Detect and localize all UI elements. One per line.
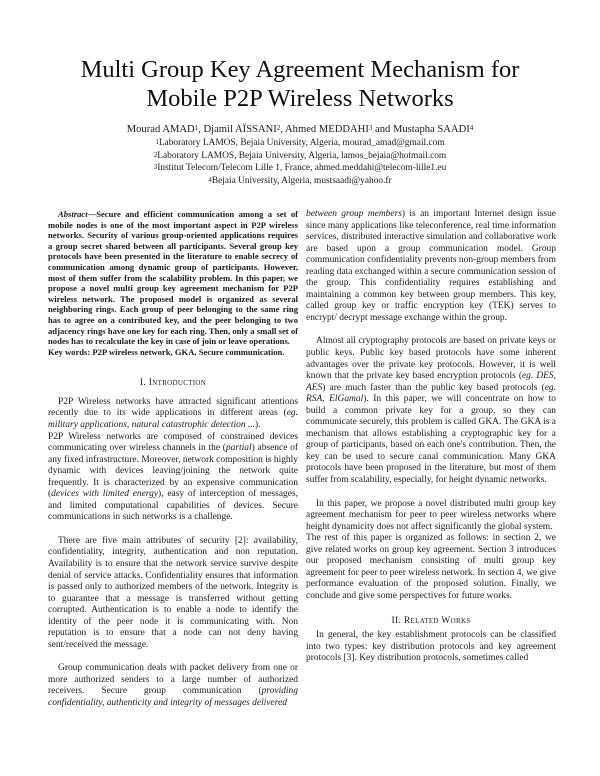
author-name: Djamil AÏSSANI (203, 124, 277, 135)
text-emphasis: providing confidentiality, authenticity and integrity of messages delivered (48, 686, 298, 708)
text-emphasis: eg. DES, AES (306, 371, 556, 393)
affiliation-mark: 1 (155, 138, 159, 146)
intro-paragraph-2: There are five main attributes of security [2]: availability, confidentiality, integrity, authentication and non reputation. Availability is to ensure that the network service survive despite denial of service attacks. Confidentiality ensures that information is passed only to authorized members of the network. Integrity is to guarantee that a message is transferred without getting corrupted. Authentication is to enable a node to identify the identity of the peer node it is communicating with. Non reputation is to ensure that a node can not deny having sent/received the message. (48, 535, 298, 650)
section-number: II. (391, 614, 404, 626)
section-number: I. (139, 377, 149, 389)
section-title: Related Works (403, 614, 471, 626)
text: ) absence of any fixed infrastructure. Moreover, network composition is highly dynamic with devices leaving/joining the network quite frequently. It is characterized by an expensive communication ( (48, 443, 298, 500)
author-name: Mustapha SAADI (392, 124, 470, 135)
text: ). (255, 419, 261, 430)
affiliation-text: Laboratory LAMOS, Bejaia University, Algeria, lamos_bejaia@hotmail.com (157, 150, 447, 161)
author-separator: , (198, 124, 204, 135)
author-affiliation-mark: 1 (194, 124, 199, 132)
affiliation (0, 162, 600, 174)
section-heading-introduction (48, 377, 298, 389)
right-paragraph-4: The rest of this paper is organized as follows: in section 2, we give related works on group key agreement. Section 3 introduces our proposed mechanism consisting of multi group key agreement for peer to peer wireless network. In section 4, we give performance evaluation of the proposed solution. Finally, we conclude and give some perspectives for future works. (306, 533, 556, 601)
affiliation-text: Bejaia University, Algeria, mustsaadi@yahoo.fr (211, 175, 392, 186)
abstract-text: —Secure and efficient communication among a set of mobile nodes is one of the most important aspect in P2P wireless networks. Security of various group-oriented applications requires a group secret shared between all participants. Several group key protocols have been presented in the literature to enable secrecy of communication among dynamic group of participants. However, most of them suffer from the scalability problem. In this paper, we propose a novel multi group key agreement mechanism for P2P wireless network. The proposed model is organized as several neighboring rings. Each group of peer belonging to the same ring has to agree on a contributed key, and the peer belonging to two adjacency rings have one key for each ring. Then, only a small set of nodes has to recalculate the key in case of join or leave operations. (48, 209, 298, 347)
affiliation (0, 137, 600, 149)
title-line-2: Mobile P2P Wireless Networks (146, 85, 454, 112)
author-affiliation-mark: 4 (469, 124, 474, 132)
text: Group communication deals with packet delivery from one or more authorized senders to a large number of authorized receivers. Secure group communication ( (48, 663, 298, 697)
left-column (48, 209, 298, 710)
text: P2P Wireless networks have attracted significant attentions recently due to its wide applications in different areas ( (48, 396, 298, 419)
right-paragraph-2 (306, 336, 556, 486)
keywords: Key words: P2P wireless network, GKA, Secure communication. (48, 346, 285, 357)
right-column (306, 209, 556, 665)
text: ) is an important Internet design issue since many applications like teleconference, real time information services, distributed interactive simulation and collaborative work are based upon a group communication model. Group communication confidentiality prevents non-group members from reading data exchanged within a secure communication session of the group. This confidentiality requires establishing and maintaining a common key between group members. This key, called group key or traffic encryption key (TEK) serves to encrypt/ decrypt message exchange within the group. (306, 209, 556, 323)
intro-paragraph-3 (48, 663, 298, 709)
text: ). In this paper, we will concentrate on how to build a common private key for a group, so they can communicate securely, this problem is called GKA. The GKA is a mechanism that allows establishing a cryptographic key for a group of participants, based on each one's contribution. Then, the key can be used to secure canal communication. Many GKA protocols have been proposed in the literature, but most of them suffer from scalability, especially, for height dynamic networks. (306, 394, 556, 486)
right-paragraph-1 (306, 209, 556, 324)
title-line-1: Multi Group Key Agreement Mechanism for (80, 56, 520, 83)
author-name: Ahmed MEDDAHI (285, 124, 369, 135)
author-name: Mourad AMAD (126, 124, 195, 135)
affiliation-mark: 4 (208, 175, 212, 184)
author-affiliation-mark: 2 (276, 124, 281, 132)
text: Almost all cryptography protocols are based on private keys or public keys. Public key based protocols have some inherent advantages over the private key protocols. However, it is well known that the private key based encryption protocols ( (306, 336, 556, 382)
text: ) are much faster than the public key based protocols ( (322, 382, 545, 393)
abstract-label: Abstract (58, 209, 88, 219)
affiliation-text: Institut Telecom/Telecom Lille 1, France, ahmed.meddahi@telecom-lille1.eu (157, 163, 447, 173)
author-separator: , (280, 124, 285, 135)
affiliation-mark: 2 (153, 150, 158, 159)
text-emphasis: eg. RSA, ElGamal (306, 382, 556, 405)
affiliation-mark: 3 (153, 163, 158, 171)
intro-paragraph-1 (48, 397, 298, 524)
text-emphasis: partial (225, 443, 252, 454)
section-title: Introduction (148, 377, 207, 389)
affiliation-text: Laboratory LAMOS, Bejaia University, Algeria, mourad_amad@gmail.com (158, 138, 445, 148)
text-emphasis: eg. military applications, natural catastrophic detection ... (48, 408, 298, 430)
affiliation (0, 150, 600, 162)
related-works-paragraph-1: In general, the key establishment protocols can be classified into two types: key distribution protocols and key agreement protocols [3]. Key distribution protocols, sometimes called (306, 630, 556, 664)
text-emphasis: devices with limited energy (51, 489, 159, 500)
author-separator: and (372, 124, 393, 135)
section-heading-related-works (306, 615, 556, 627)
affiliation (0, 175, 600, 187)
text-emphasis: between group members (306, 209, 402, 219)
author-list (0, 123, 600, 136)
author-affiliation-mark: 3 (368, 124, 373, 132)
text: P2P Wireless networks are composed of constrained devices communicating over wireless channels in the ( (48, 431, 298, 454)
text: ), easy of interception of messages, and limited computational capabilities of devices. Secure communications in such networks is a challenge. (48, 489, 298, 523)
paper-title (0, 55, 600, 113)
abstract (48, 209, 298, 347)
right-paragraph-3: In this paper, we propose a novel distributed multi group key agreement mechanism for peer to peer wireless networks where height dynamicity does not affect significantly the global system. (306, 498, 556, 532)
